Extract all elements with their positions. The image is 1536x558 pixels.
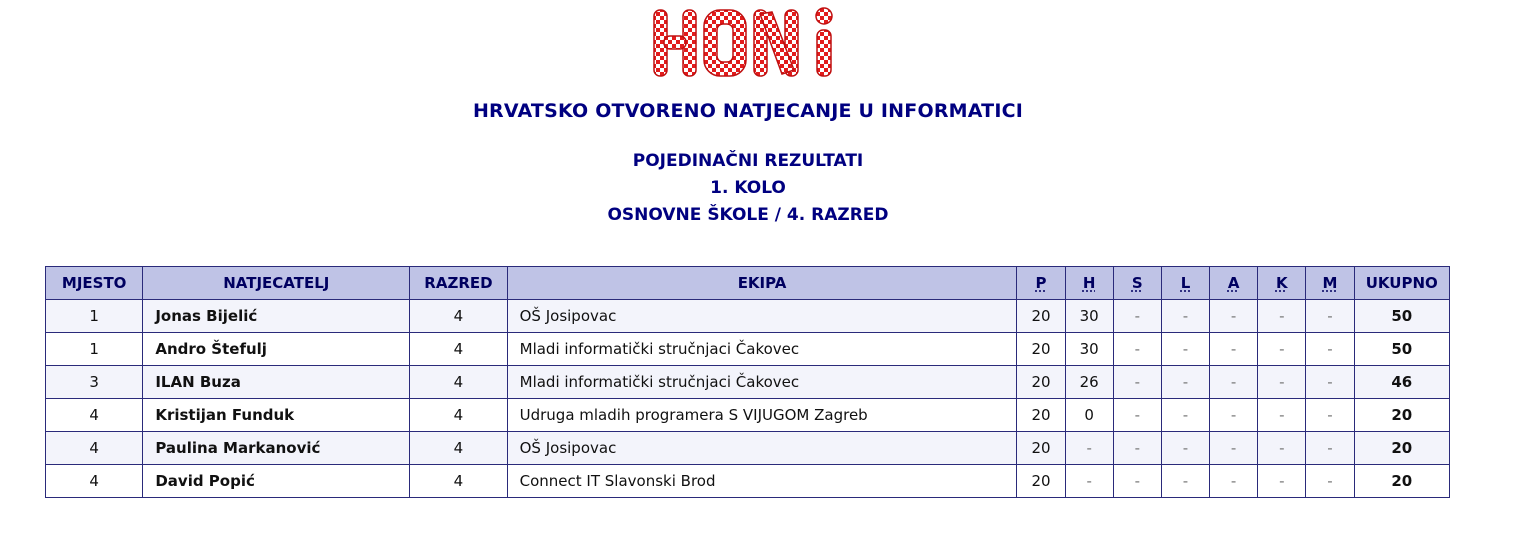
task-link-s[interactable]: S (1131, 274, 1143, 292)
table-row (46, 366, 1450, 399)
cell-grade: 4 (410, 366, 507, 399)
cell-score-p: 20 (1017, 333, 1065, 366)
cell-name: David Popić (143, 465, 410, 498)
cell-total: 46 (1354, 366, 1449, 399)
cell-score-h: 30 (1065, 333, 1113, 366)
cell-score-l: - (1161, 366, 1209, 399)
cell-score-h: - (1065, 465, 1113, 498)
subtitle-category: OSNOVNE ŠKOLE / 4. RAZRED (607, 205, 889, 225)
cell-score-k: - (1258, 366, 1306, 399)
cell-grade: 4 (410, 432, 507, 465)
cell-score-m: - (1306, 432, 1354, 465)
cell-name: Kristijan Funduk (143, 399, 410, 432)
cell-team: OŠ Josipovac (507, 300, 1017, 333)
cell-place: 1 (46, 333, 143, 366)
cell-score-k: - (1258, 399, 1306, 432)
results-table (45, 266, 1450, 498)
cell-score-a: - (1210, 465, 1258, 498)
cell-score-m: - (1306, 333, 1354, 366)
page-title: HRVATSKO OTVORENO NATJECANJE U INFORMATICI (472, 100, 1024, 122)
cell-score-l: - (1161, 465, 1209, 498)
header-grade: RAZRED (410, 267, 507, 300)
cell-score-a: - (1210, 333, 1258, 366)
cell-score-p: 20 (1017, 432, 1065, 465)
cell-place: 4 (46, 432, 143, 465)
table-row (46, 465, 1450, 498)
table-row (46, 300, 1450, 333)
cell-score-a: - (1210, 300, 1258, 333)
cell-score-s: - (1113, 300, 1161, 333)
header-task-p (1017, 267, 1065, 300)
cell-total: 50 (1354, 333, 1449, 366)
task-link-a[interactable]: A (1227, 274, 1240, 292)
subtitle-round: 1. KOLO (710, 178, 786, 198)
cell-score-l: - (1161, 300, 1209, 333)
cell-score-k: - (1258, 333, 1306, 366)
header-task-s (1113, 267, 1161, 300)
cell-score-h: 30 (1065, 300, 1113, 333)
cell-total: 20 (1354, 399, 1449, 432)
cell-place: 4 (46, 399, 143, 432)
cell-score-h: 0 (1065, 399, 1113, 432)
cell-score-p: 20 (1017, 300, 1065, 333)
task-link-h[interactable]: H (1082, 274, 1096, 292)
header-task-a (1210, 267, 1258, 300)
cell-total: 20 (1354, 432, 1449, 465)
cell-team: OŠ Josipovac (507, 432, 1017, 465)
table-row (46, 432, 1450, 465)
cell-grade: 4 (410, 465, 507, 498)
cell-score-k: - (1258, 300, 1306, 333)
header-task-m (1306, 267, 1354, 300)
cell-score-s: - (1113, 465, 1161, 498)
table-row (46, 333, 1450, 366)
task-link-m[interactable]: M (1322, 274, 1338, 292)
cell-grade: 4 (410, 300, 507, 333)
cell-score-m: - (1306, 465, 1354, 498)
cell-grade: 4 (410, 333, 507, 366)
cell-score-s: - (1113, 366, 1161, 399)
header-task-l (1161, 267, 1209, 300)
cell-total: 20 (1354, 465, 1449, 498)
header-total: UKUPNO (1354, 267, 1449, 300)
cell-team: Connect IT Slavonski Brod (507, 465, 1017, 498)
cell-score-a: - (1210, 432, 1258, 465)
task-link-l[interactable]: L (1180, 274, 1191, 292)
table-row (46, 399, 1450, 432)
header-team: EKIPA (507, 267, 1017, 300)
cell-place: 4 (46, 465, 143, 498)
cell-team: Mladi informatički stručnjaci Čakovec (507, 333, 1017, 366)
task-link-p[interactable]: P (1035, 274, 1047, 292)
header-task-h (1065, 267, 1113, 300)
cell-score-l: - (1161, 432, 1209, 465)
cell-grade: 4 (410, 399, 507, 432)
table-header-row (46, 267, 1450, 300)
cell-team: Mladi informatički stručnjaci Čakovec (507, 366, 1017, 399)
cell-score-s: - (1113, 432, 1161, 465)
cell-name: Paulina Markanović (143, 432, 410, 465)
honi-logo (652, 4, 842, 80)
subtitle-results: POJEDINAČNI REZULTATI (632, 151, 864, 171)
cell-place: 1 (46, 300, 143, 333)
cell-score-p: 20 (1017, 465, 1065, 498)
cell-score-s: - (1113, 399, 1161, 432)
task-link-k[interactable]: K (1275, 274, 1288, 292)
cell-team: Udruga mladih programera S VIJUGOM Zagreb (507, 399, 1017, 432)
cell-score-m: - (1306, 399, 1354, 432)
cell-score-h: 26 (1065, 366, 1113, 399)
cell-score-k: - (1258, 432, 1306, 465)
cell-score-p: 20 (1017, 366, 1065, 399)
cell-score-l: - (1161, 399, 1209, 432)
cell-score-k: - (1258, 465, 1306, 498)
cell-score-m: - (1306, 300, 1354, 333)
cell-total: 50 (1354, 300, 1449, 333)
cell-name: ILAN Buza (143, 366, 410, 399)
cell-name: Jonas Bijelić (143, 300, 410, 333)
header-contestant: NATJECATELJ (143, 267, 410, 300)
header-place: MJESTO (46, 267, 143, 300)
cell-place: 3 (46, 366, 143, 399)
cell-score-m: - (1306, 366, 1354, 399)
cell-score-a: - (1210, 366, 1258, 399)
cell-score-h: - (1065, 432, 1113, 465)
cell-score-p: 20 (1017, 399, 1065, 432)
cell-score-a: - (1210, 399, 1258, 432)
cell-name: Andro Štefulj (143, 333, 410, 366)
cell-score-l: - (1161, 333, 1209, 366)
header-task-k (1258, 267, 1306, 300)
cell-score-s: - (1113, 333, 1161, 366)
